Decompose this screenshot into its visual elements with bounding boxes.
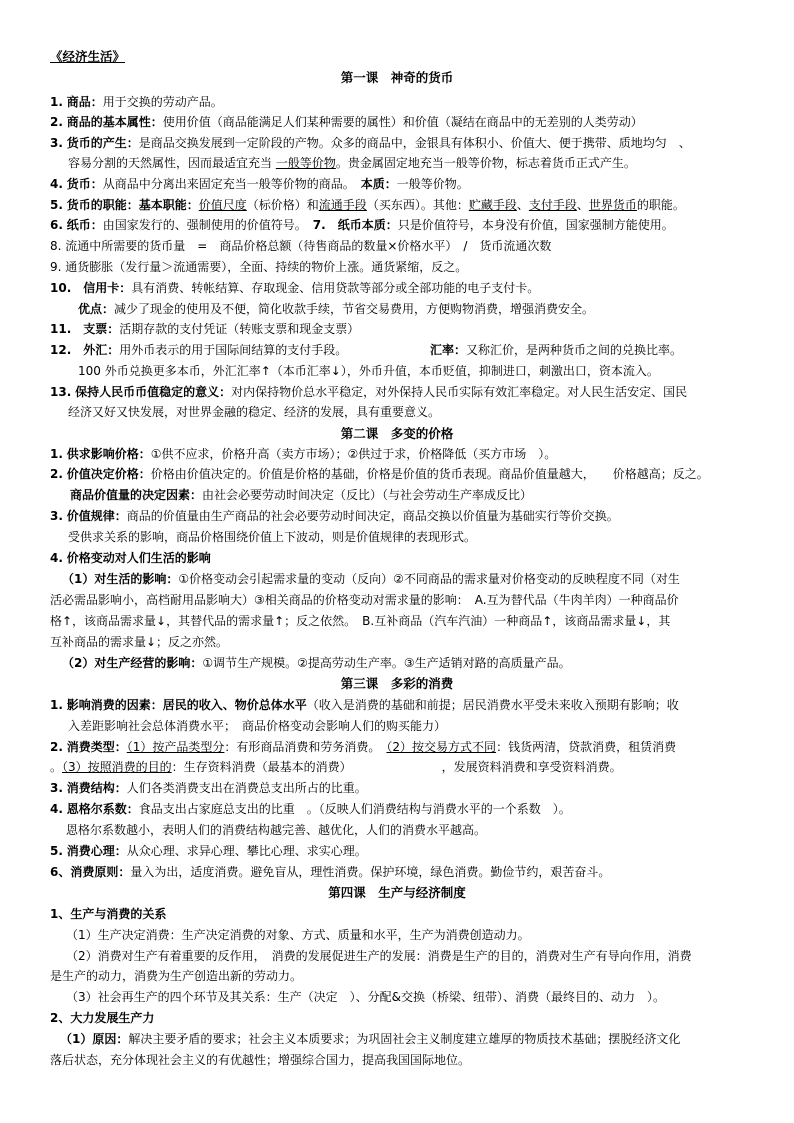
l3-item-1: 1. 影响消费的因素：居民的收入、物价总体水平（收入是消费的基础和前提；居民消费水平受未来收入预期有影响；收: [50, 698, 679, 712]
l1-item-3: 3. 货币的产生：是商品交换发展到一定阶段的产物。众多的商品中，金银具有体积小、价值大、便于携带、质地均匀 、: [50, 136, 691, 150]
l2-item-2: 2. 价值决定价格：价格由价值决定的。价值是价格的基础，价格是价值的货币表现。商品价值量越大， 价格越高；反之。: [50, 467, 709, 481]
l3-item-6: 6、消费原则：量入为出，适度消费。避免盲从，理性消费。保护环境，绿色消费。勤俭节约，艰苦奋斗。: [50, 865, 611, 879]
l1-item-2: 2. 商品的基本属性：使用价值（商品能满足人们某种需要的属性）和价值（凝结在商品中的无差别的人类劳动）: [50, 115, 643, 129]
l3-item-4: 4. 恩格尔系数：食品支出占家庭总支出的比重 。（反映人们消费结构与消费水平的一个系数 ）。: [50, 802, 571, 816]
l4-subheading-2: 2、大力发展生产力: [50, 1011, 155, 1025]
l3-item-1-cont: 入差距影响社会总体消费水平； 商品价格变动会影响人们的购买能力）: [68, 719, 447, 733]
l4-para-2-cont: 是生产的动力，消费为生产创造出新的劳动力。: [50, 969, 303, 983]
l3-item-4-cont: 恩格尔系数越小，表明人们的消费结构越完善、越优化，人们的消费水平越高。: [66, 823, 487, 837]
l2-item-4-1-cont-c: 互补商品的需求量↓；反之亦然。: [50, 635, 229, 649]
l1-item-12-note: 100 外币兑换更多本币，外汇汇率↑（本币汇率↓），外币升值，本币贬值，抑制进口，刺激出口，资本流入。: [78, 364, 659, 378]
l1-item-11: 11. 支票：活期存款的支付凭证（转账支票和现金支票）: [50, 322, 360, 336]
l3-item-2-cont: 。（3）按照消费的目的：生存资料消费（最基本的消费） ，发展资料消费和享受资料消费。: [50, 760, 622, 774]
l3-item-5: 5. 消费心理：从众心理、求异心理、攀比心理、求实心理。: [50, 844, 367, 858]
l1-item-6: 6. 纸币：由国家发行的、强制使用的价值符号。 7. 纸币本质：只是价值符号，本身没有价值，国家强制方能使用。: [50, 218, 674, 232]
document-title: 《经济生活》: [50, 49, 126, 64]
l4-para-3: （3）社会再生产的四个环节及其关系：生产（决定 ）、分配&交换（桥梁、纽带）、消费（最终目的、动力 ）。: [66, 990, 665, 1004]
l1-item-13: 13. 保持人民币币值稳定的意义：对内保持物价总水平稳定，对外保持人民币实际有效汇率稳定。对人民生活安定、国民: [50, 385, 688, 399]
l4-subheading-1: 1、生产与消费的关系: [50, 907, 167, 921]
l1-item-5: 5. 货币的职能：基本职能：价值尺度（标价格）和流通手段（买东西）。其他：贮藏手段、支付手段、世界货币的职能。: [50, 198, 685, 212]
l1-item-3-cont: 容易分割的天然属性，因而最适宜充当 一般等价物。贵金属固定地充当一般等价物，标志着货币正式产生。: [68, 156, 636, 170]
l2-item-4-1-cont-b: 格↑，该商品需求量↓，其替代品的需求量↑；反之依然。 B.互补商品（汽车汽油）一种商品↑，该商品需求量↓，其: [50, 614, 671, 628]
l1-item-1: 1. 商品：用于交换的劳动产品。: [50, 95, 223, 109]
l1-item-10: 10. 信用卡：具有消费、转帐结算、存取现金、信用贷款等部分或全部功能的电子支付卡。: [50, 281, 540, 295]
l4-para-2: （2）消费对生产有着重要的反作用， 消费的发展促进生产的发展：消费是生产的目的，消费对生产有导向作用，消费: [66, 949, 692, 963]
l1-item-10-advantages: 优点：减少了现金的使用及不便，简化收款手续，节省交易费用，方便购物消费，增强消费安全。: [78, 302, 595, 316]
l1-item-12-rate: 汇率：又称汇价，是两种货币之间的兑换比率。: [430, 343, 683, 357]
l2-item-4: 4. 价格变动对人们生活的影响: [50, 551, 211, 565]
l2-item-4-1-cont-a: 活必需品影响小，高档耐用品影响大）③相关商品的价格变动对需求量的影响： A.互为替代品（牛肉羊肉）一种商品价: [50, 593, 679, 607]
l2-item-3-cont: 受供求关系的影响，商品价格围绕价值上下波动，则是价值规律的表现形式。: [68, 530, 477, 544]
l3-item-3: 3. 消费结构：人们各类消费支出在消费总支出所占的比重。: [50, 781, 367, 795]
l1-item-9: 9. 通货膨胀（发行量＞流通需要），全面、持续的物价上涨。通货紧缩，反之。: [50, 260, 468, 274]
lesson-2-heading: 第二课 多变的价格: [340, 426, 454, 441]
l1-item-13-cont: 经济又好又快发展，对世界金融的稳定、经济的发展，具有重要意义。: [68, 405, 441, 419]
l4-para-4: （1）原因：解决主要矛盾的要求；社会主义本质要求；为巩固社会主义制度建立雄厚的物质技术基础；摆脱经济文化: [60, 1032, 681, 1046]
lesson-3-heading: 第三课 多彩的消费: [340, 676, 454, 691]
l1-item-12: 12. 外汇：用外币表示的用于国际间结算的支付手段。: [50, 343, 348, 357]
l2-item-1: 1. 供求影响价格：①供不应求，价格升高（卖方市场）；②供过于求，价格降低（买方市场 ）。: [50, 447, 557, 461]
l2-item-4-2: （2）对生产经营的影响：①调节生产规模。②提高劳动生产率。③生产适销对路的高质量产品。: [62, 656, 571, 670]
l1-item-8: 8. 流通中所需要的货币量 = 商品价格总额（待售商品的数量×价格水平） / 货币流通次数: [50, 239, 552, 253]
lesson-1-heading: 第一课 神奇的货币: [340, 70, 454, 85]
l3-item-2: 2. 消费类型：（1）按产品类型分：有形商品消费和劳务消费。 （2）按交易方式不同：钱货两清，贷款消费，租赁消费: [50, 740, 677, 754]
l2-item-2-value-factor: 商品价值量的决定因素：由社会必要劳动时间决定（反比）（与社会劳动生产率成反比）: [70, 488, 533, 502]
l4-para-4-cont: 落后状态，充分体现社会主义的有优越性；增强综合国力，提高我国国际地位。: [50, 1053, 471, 1067]
l4-para-1: （1）生产决定消费：生产决定消费的对象、方式、质量和水平，生产为消费创造动力。: [66, 928, 530, 942]
l1-item-4: 4. 货币：从商品中分离出来固定充当一般等价物的商品。 本质：一般等价物。: [50, 177, 469, 191]
l2-item-4-1: （1）对生活的影响：①价格变动会引起需求量的变动（反向）②不同商品的需求量对价格变动的反映程度不同（对生: [62, 572, 680, 586]
l2-item-3: 3. 价值规律：商品的价值量由生产商品的社会必要劳动时间决定，商品交换以价值量为基础实行等价交换。: [50, 509, 619, 523]
lesson-4-heading: 第四课 生产与经济制度: [328, 885, 466, 900]
